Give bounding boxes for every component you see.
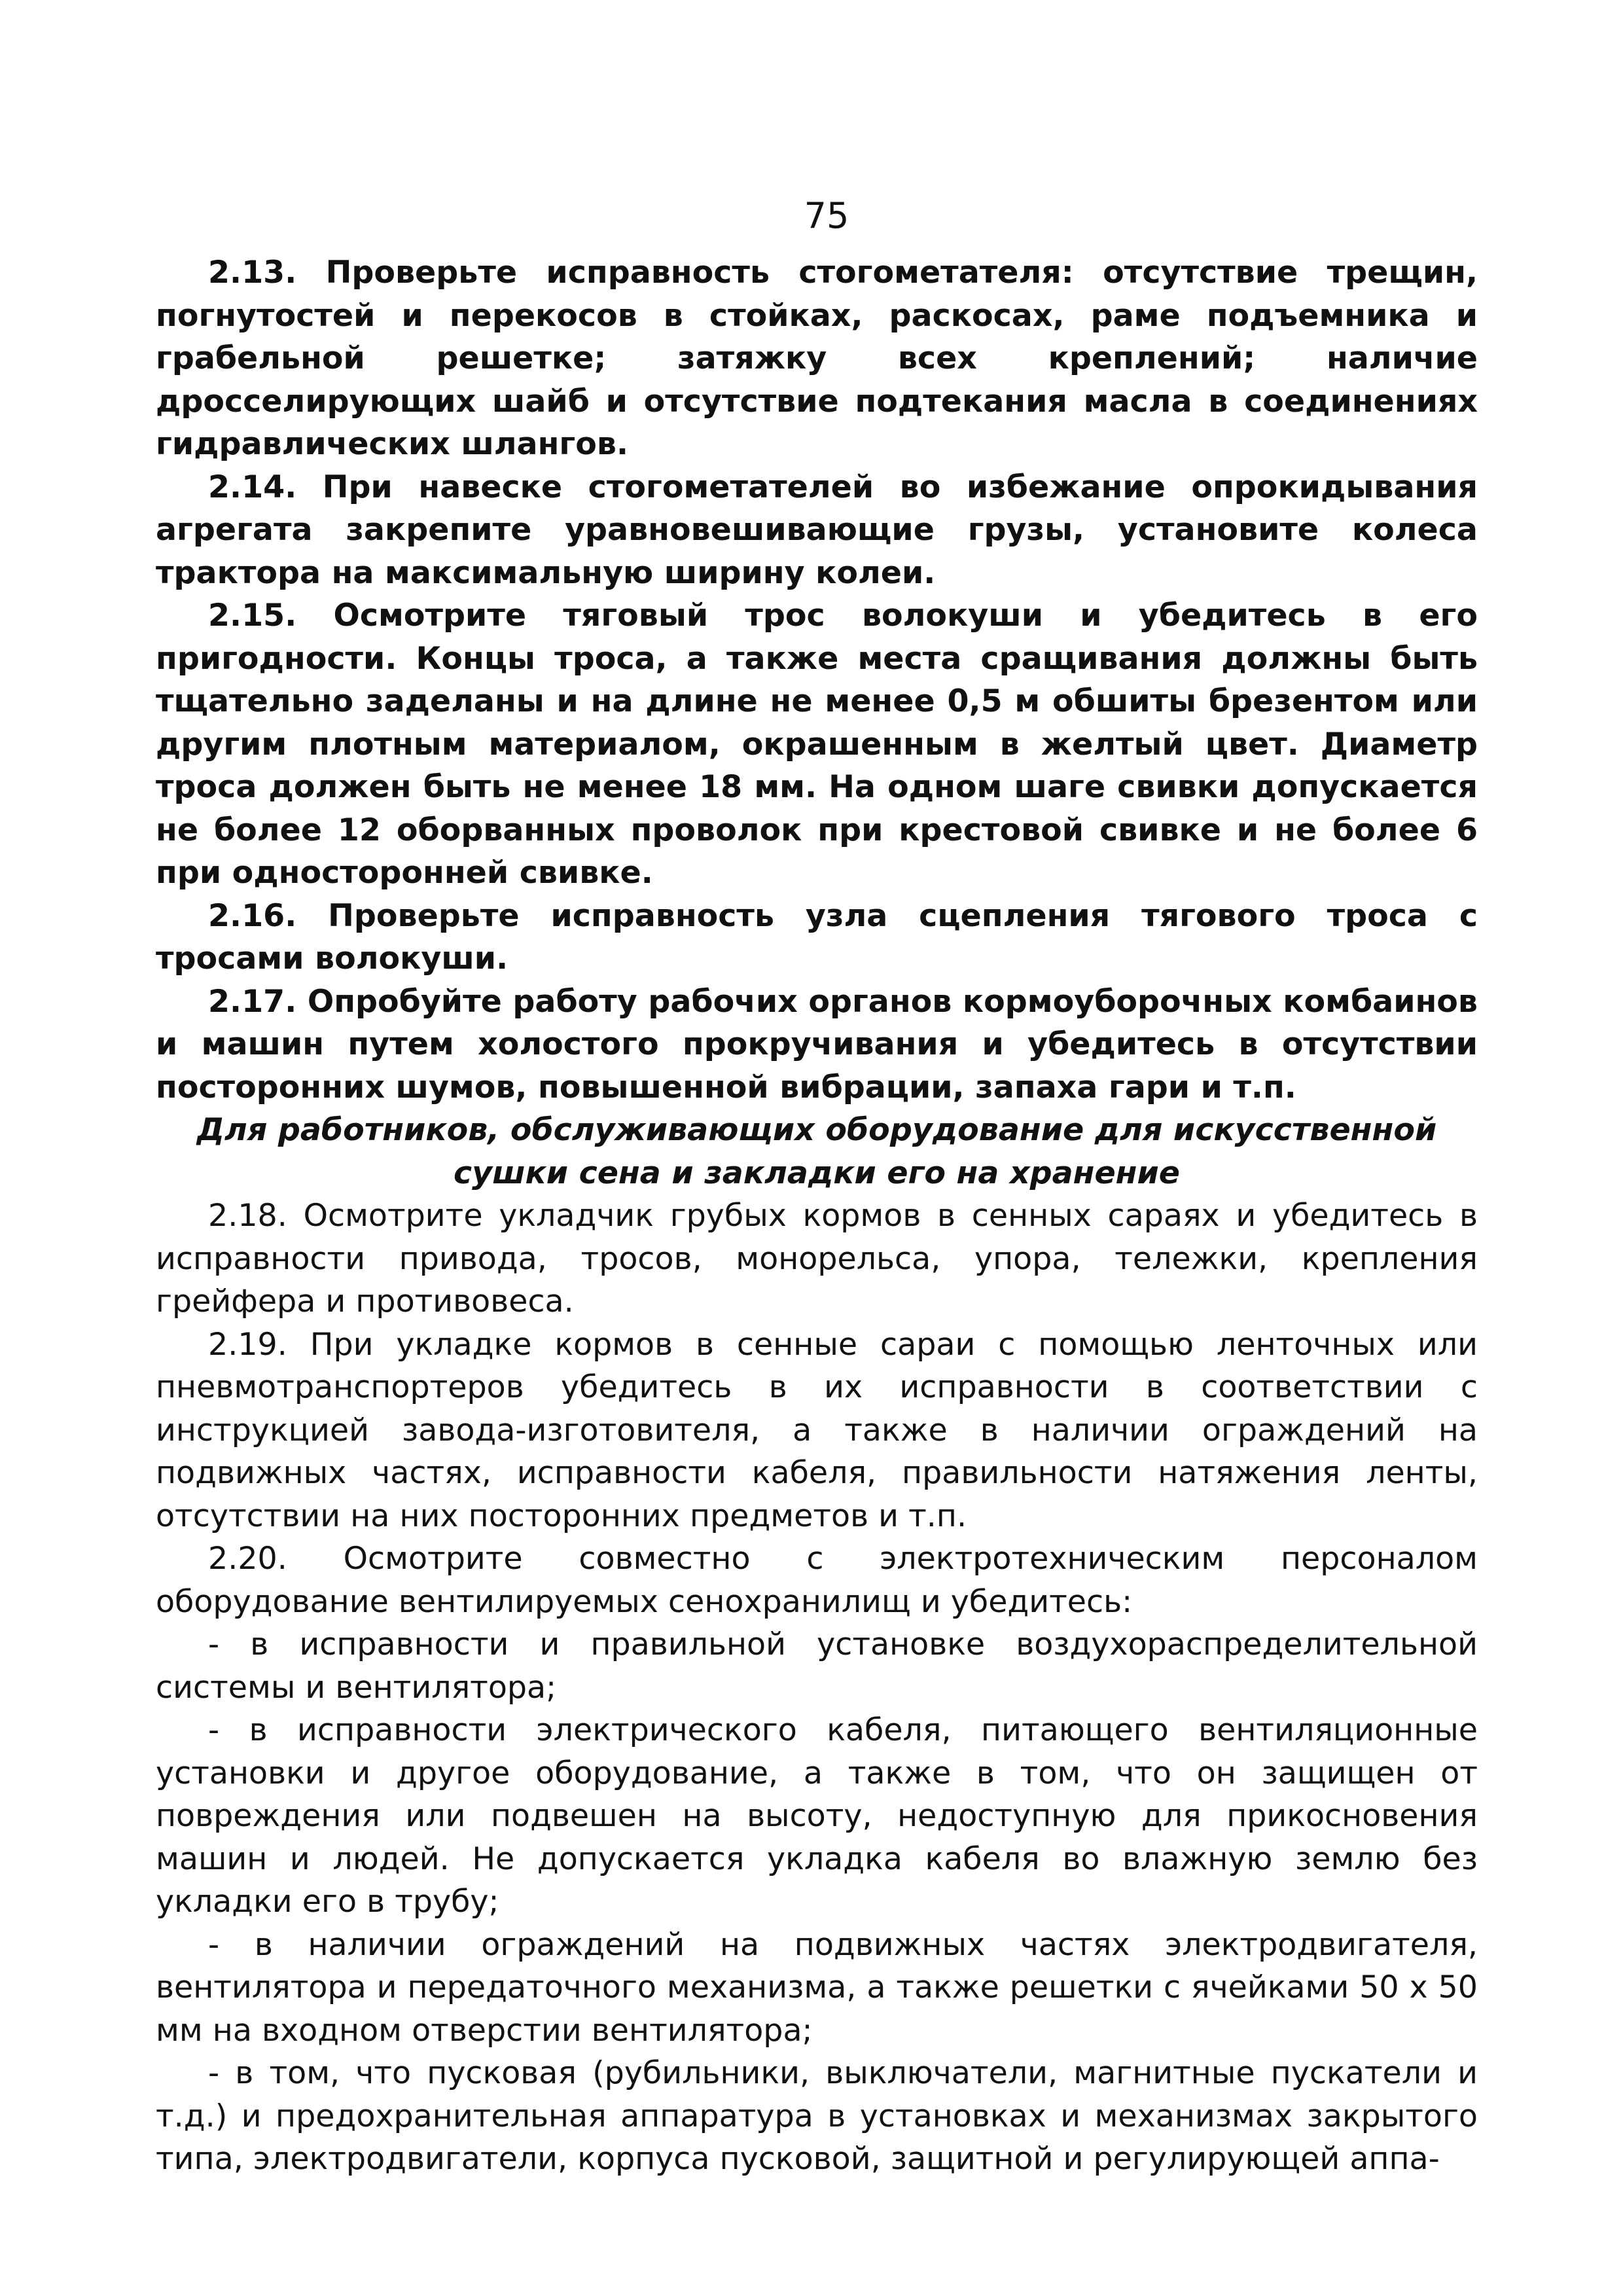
paragraph-2-14: 2.14. При навеске стогометателей во избежание опрокидывания агрегата закрепите уравновешивающие грузы, установите колеса трактора на максимальную ширину колеи. [156,469,1478,591]
bullet-item: - в исправности электрического кабеля, питающего вентиляционные установки и другое оборудование, а также в том, что он защищен от повреждения или подвешен на высоту, недоступную для прикосновения машин и людей. Не допускается укладка кабеля во влажную землю без укладки его в трубу; [156,1712,1478,1920]
paragraph-2-19: 2.19. При укладке кормов в сенные сараи с помощью ленточных или пневмотранспортеров убедитесь в их исправности в соответствии с инструкцией завода-изготовителя, а также в наличии ограждений на подвижных частях, исправности кабеля, правильности натяжения ленты, отсутствии на них посторонних предметов и т.п. [156,1326,1478,1534]
bullet-item: - в наличии ограждений на подвижных частях электродвигателя, вентилятора и передаточного механизма, а также решетки с ячейками 50 х 50 мм на входном отверстии вентилятора; [156,1926,1478,2049]
section-heading: Для работников, обслуживающих оборудование для искусственной сушки сена и закладки его на хранение [196,1112,1437,1191]
page-number: 75 [804,195,849,236]
paragraph-2-15: 2.15. Осмотрите тяговый трос волокуши и убедитесь в его пригодности. Концы троса, а также места сращивания должны быть тщательно заделаны и на длине не менее 0,5 м обшиты брезентом или другим плотным материалом, окрашенным в желтый цвет. Диаметр троса должен быть не менее 18 мм. На одном шаге свивки допускается не более 12 оборванных проволок при крестовой свивке и не более 6 при односторонней свивке. [156,598,1478,891]
document-page [156,196,1478,2181]
paragraph-2-18: 2.18. Осмотрите укладчик грубых кормов в сенных сараях и убедитесь в исправности привода, тросов, монорельса, упора, тележки, крепления грейфера и противовеса. [156,1198,1478,1319]
bullet-item: - в том, что пусковая (рубильники, выключатели, магнитные пускатели и т.д.) и предохранительная аппаратура в установках и механизмах закрытого типа, электродвигатели, корпуса пусковой, защитной и регулирующей аппа- [156,2055,1478,2177]
paragraph-2-20: 2.20. Осмотрите совместно с электротехническим персоналом оборудование вентилируемых сенохранилищ и убедитесь: [156,1541,1478,1620]
paragraph-2-16: 2.16. Проверьте исправность узла сцепления тягового троса с тросами волокуши. [156,897,1478,977]
paragraph-2-13: 2.13. Проверьте исправность стогометателя: отсутствие трещин, погнутостей и перекосов в стойках, раскосах, раме подъемника и грабельной решетке; затяжку всех креплений; наличие дросселирующих шайб и отсутствие подтекания масла в соединениях гидравлических шлангов. [156,255,1478,462]
bullet-item: - в исправности и правильной установке воздухораспределительной системы и вентилятора; [156,1626,1478,1706]
paragraph-2-17: 2.17. Опробуйте работу рабочих органов кормоуборочных комбаинов и машин путем холостого прокручивания и убедитесь в отсутствии посторонних шумов, повышенной вибрации, запаха гари и т.п. [156,983,1478,1105]
